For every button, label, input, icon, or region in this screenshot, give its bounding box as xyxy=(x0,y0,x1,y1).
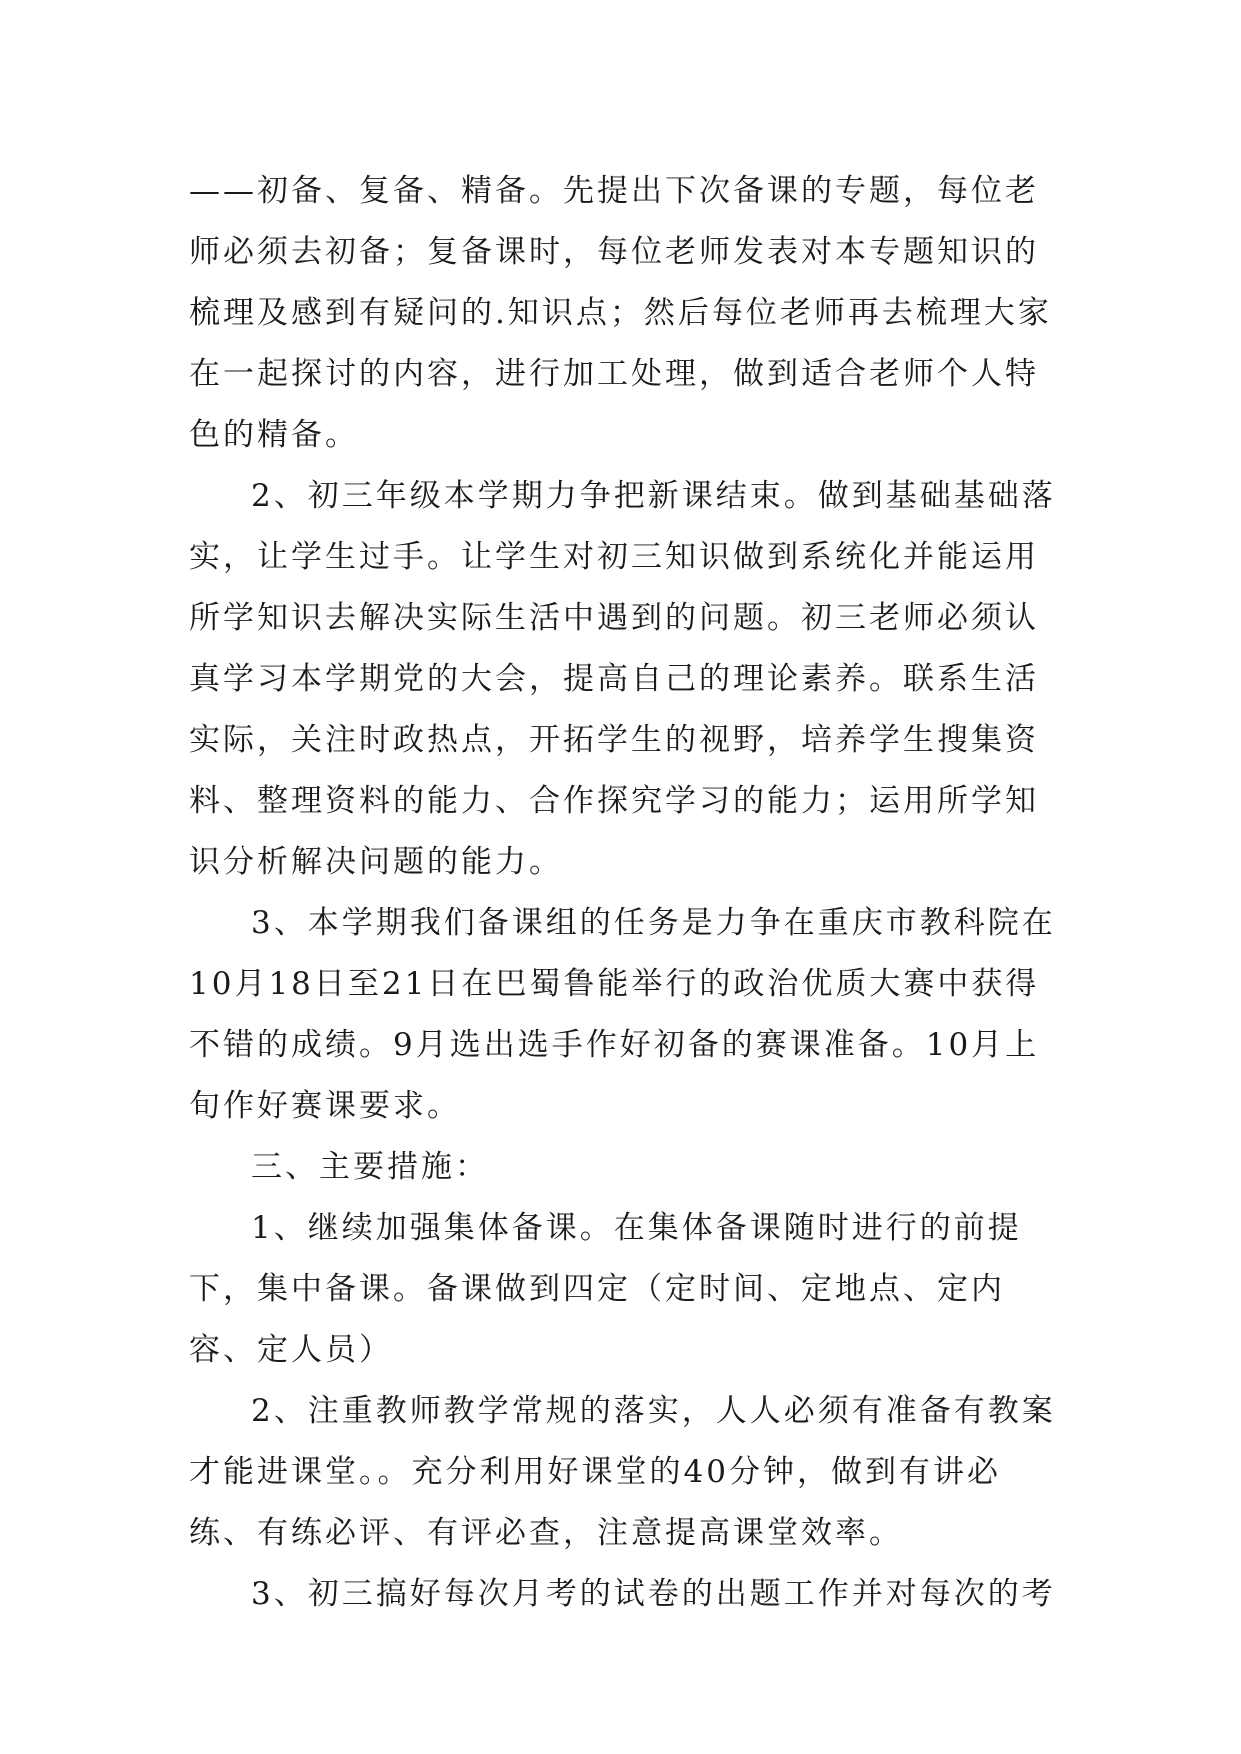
section-heading-main-measures: 三、主要措施： xyxy=(251,1149,489,1185)
paragraph-4: 1、继续加强集体备课。在集体备课随时进行的前提下，集中备课。备课做到四定（定时间、定地点、定内容、定人员） xyxy=(189,1210,1022,1368)
paragraph-2: 2、初三年级本学期力争把新课结束。做到基础基础落实，让学生过手。让学生对初三知识做到系统化并能运用所学知识去解决实际生活中遇到的问题。初三老师必须认真学习本学期党的大会，提高自己的理论素养。联系生活实际，关注时政热点，开拓学生的视野，培养学生搜集资料、整理资料的能力、合作探究学习的能力；运用所学知识分析解决问题的能力。 xyxy=(189,478,1056,880)
paragraph-1: ——初备、复备、精备。先提出下次备课的专题，每位老师必须去初备；复备课时，每位老师发表对本专题知识的梳理及感到有疑问的.知识点；然后每位老师再去梳理大家在一起探讨的内容，进行加工处理，做到适合老师个人特色的精备。 xyxy=(189,173,1052,453)
paragraph-6: 3、初三搞好每次月考的试卷的出题工作并对每次的考 xyxy=(251,1576,1056,1612)
document-body xyxy=(189,161,1059,1625)
paragraph-5: 2、注重教师教学常规的落实，人人必须有准备有教案才能进课堂。。充分利用好课堂的40分钟，做到有讲必练、有练必评、有评必查，注意提高课堂效率。 xyxy=(189,1393,1056,1551)
paragraph-3: 3、本学期我们备课组的任务是力争在重庆市教科院在10月18日至21日在巴蜀鲁能举行的政治优质大赛中获得不错的成绩。9月选出选手作好初备的赛课准备。10月上旬作好赛课要求。 xyxy=(189,905,1056,1124)
